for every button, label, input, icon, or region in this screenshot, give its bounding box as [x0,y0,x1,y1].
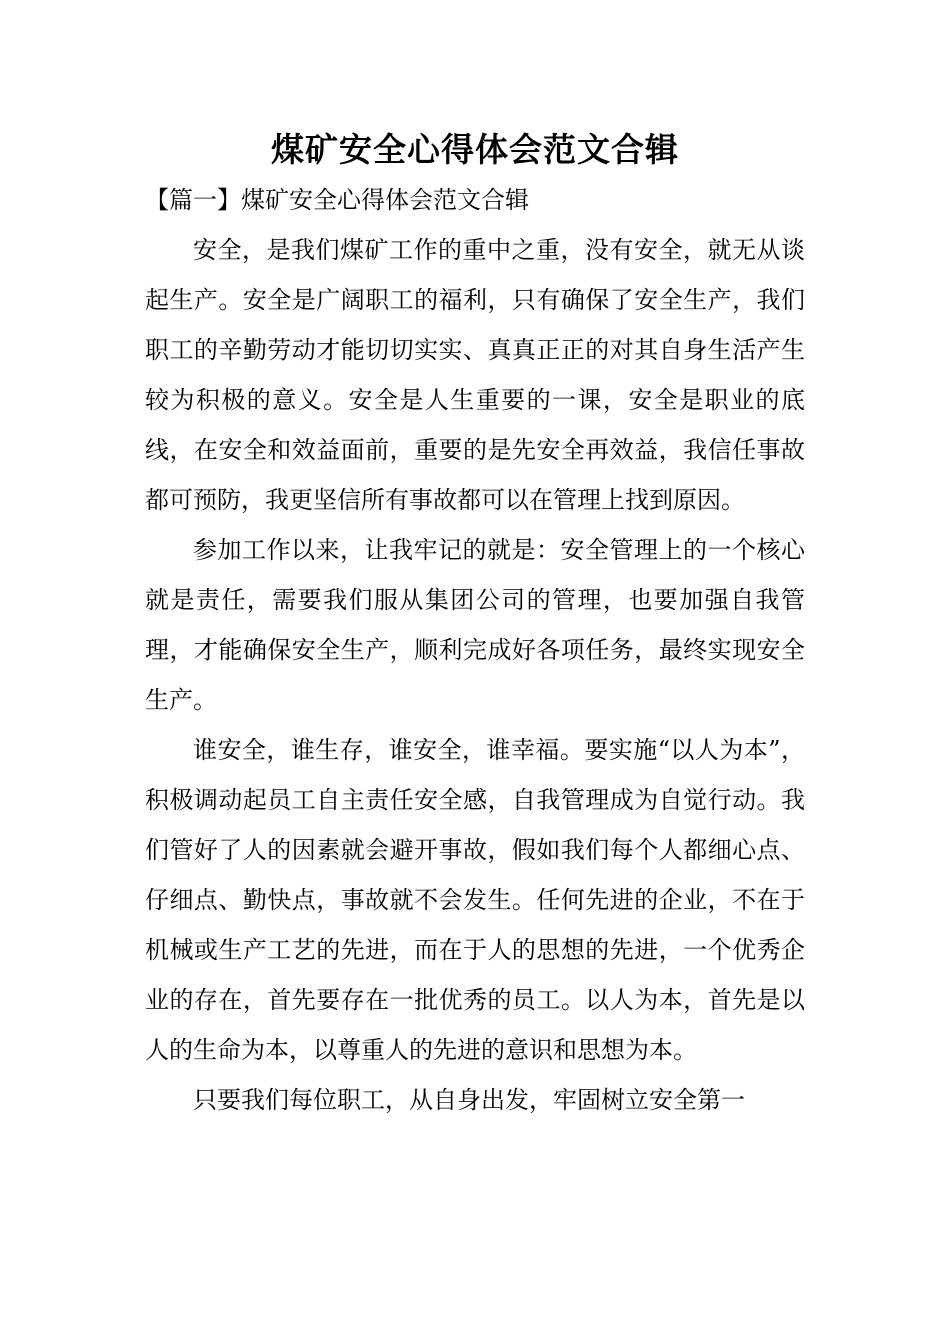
document-body [145,225,805,1125]
document-title: 煤矿安全心得体会范文合辑 [271,130,679,169]
paragraph-4: 只要我们每位职工，从自身出发，牢固树立安全第一 [193,1086,745,1114]
paragraph-3: 谁安全，谁生存，谁安全，谁幸福。要实施“以人为本”，积极调动起员工自主责任安全感，自我管理成为自觉行动。我们管好了人的因素就会避开事故，假如我们每个人都细心点、仔细点、勤快点，事故就不会发生。任何先进的企业，不在于机械或生产工艺的先进，而在于人的思想的先进，一个优秀企业的存在，首先要存在一批优秀的员工。以人为本，首先是以人的生命为本，以尊重人的先进的意识和思想为本。 [145,736,805,1064]
section-heading: 【篇一】煤矿安全心得体会范文合辑 [145,186,529,214]
paragraph-2: 参加工作以来，让我牢记的就是：安全管理上的一个核心就是责任，需要我们服从集团公司的管理，也要加强自我管理，才能确保安全生产，顺利完成好各项任务，最终实现安全生产。 [145,536,805,714]
paragraph-1: 安全，是我们煤矿工作的重中之重，没有安全，就无从谈起生产。安全是广阔职工的福利，只有确保了安全生产，我们职工的辛勤劳动才能切切实实、真真正正的对其自身生活产生较为积极的意义。安全是人生重要的一课，安全是职业的底线，在安全和效益面前，重要的是先安全再效益，我信任事故都可预防，我更坚信所有事故都可以在管理上找到原因。 [145,236,805,514]
